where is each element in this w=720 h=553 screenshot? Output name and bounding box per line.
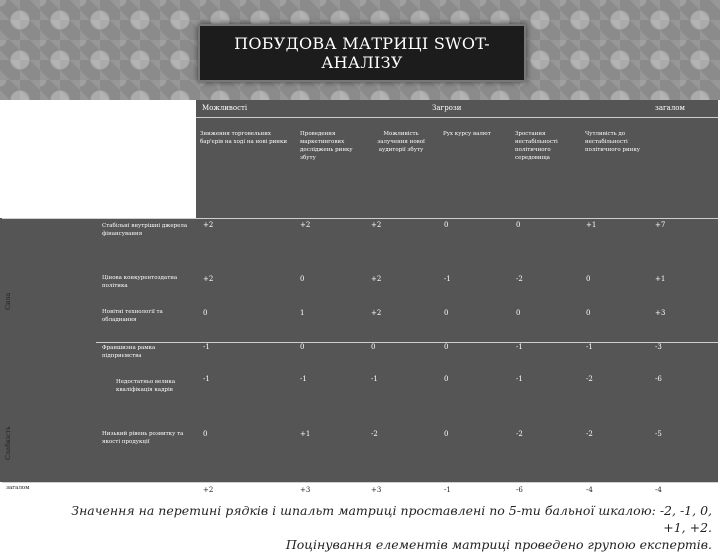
row-label: Цінова конкурентоздатна політика (102, 275, 178, 289)
matrix-cell: 0 (444, 309, 449, 317)
matrix-cell: 0 (300, 343, 305, 351)
totals-label: загалом (6, 485, 30, 491)
matrix-cell: 0 (300, 275, 305, 283)
column-header: Чутливість до нестабільності політичного ринку (585, 131, 641, 153)
matrix-table (196, 100, 718, 482)
caption (70, 502, 712, 553)
row-label: Недостатньо велика кваліфікація кадрів (116, 379, 176, 393)
matrix-cell: 0 (586, 275, 591, 283)
column-header: Рух курсу валют (443, 131, 491, 137)
corner-cell (2, 101, 194, 218)
matrix-cell: -2 (516, 275, 523, 283)
page-title: ПОБУДОВА МАТРИЦІ SWOT-АНАЛІЗУ (198, 24, 526, 82)
matrix-cell: -2 (586, 430, 593, 438)
matrix-cell: +2 (371, 221, 382, 229)
row-label: Франшизна рамка підприємства (102, 345, 156, 359)
matrix-cell: -2 (371, 430, 378, 438)
column-header: Можливість залучення нової аудиторії збуту (377, 131, 425, 153)
matrix-cell: -1 (300, 375, 307, 383)
matrix-cell: -2 (586, 375, 593, 383)
matrix-cell: -1 (586, 343, 593, 351)
matrix-cell-total: -3 (655, 343, 662, 351)
group-threats: Загрози (432, 104, 462, 112)
matrix-cell: 0 (444, 375, 449, 383)
strength-weakness-divider (96, 342, 718, 343)
total-cell: -1 (444, 486, 451, 494)
matrix-cell: -1 (371, 375, 378, 383)
row-label: Новітні технології та обладнання (102, 309, 163, 323)
group-opportunities: Можливості (202, 104, 248, 112)
matrix-cell-total: +1 (655, 275, 666, 283)
matrix-cell: 0 (444, 221, 449, 229)
matrix-cell-total: +3 (655, 309, 666, 317)
matrix-cell: -1 (203, 343, 210, 351)
header-divider (196, 117, 718, 118)
matrix-cell-total: +7 (655, 221, 666, 229)
matrix-cell: 1 (300, 309, 305, 317)
matrix-cell: -1 (516, 343, 523, 351)
matrix-cell: 0 (371, 343, 376, 351)
table-bottom-line (2, 482, 718, 483)
total-cell: -6 (516, 486, 523, 494)
total-cell: -4 (655, 486, 662, 494)
matrix-cell-total: -5 (655, 430, 662, 438)
matrix-cell: +2 (300, 221, 311, 229)
total-cell: +2 (203, 486, 214, 494)
matrix-cell: +2 (203, 221, 214, 229)
row-label: Стабільні внутрішні джерела фінансування (102, 223, 188, 237)
matrix-cell: -1 (516, 375, 523, 383)
row-label: Низький рівень розвитку та якості продукції (102, 431, 184, 445)
side-label-weaknesses: Слабкість (4, 426, 12, 460)
matrix-cell: +1 (586, 221, 597, 229)
matrix-cell: -2 (516, 430, 523, 438)
matrix-cell: +2 (203, 275, 214, 283)
matrix-cell: 0 (203, 309, 208, 317)
matrix-cell: +1 (300, 430, 311, 438)
column-header: Проведення маркетингових досліджень ринку збуту (300, 131, 353, 161)
matrix-cell: 0 (586, 309, 591, 317)
group-total: загалом (655, 104, 685, 112)
caption-line-1: Значення на перетині рядків і шпальт матриці проставлені по 5-ти бальної шкалою: -2, -1, 0, +1, +2. (71, 503, 712, 535)
caption-line-2: Поцінування елементів матриці проведено групою експертів. (285, 537, 712, 552)
matrix-cell: -1 (203, 375, 210, 383)
matrix-cell: +2 (371, 309, 382, 317)
matrix-cell: 0 (203, 430, 208, 438)
total-cell: -4 (586, 486, 593, 494)
side-label-strengths: Сила (4, 292, 12, 310)
column-header: Зростання нестабільності політичного середовища (515, 131, 558, 161)
header-bottom-line (2, 218, 718, 219)
matrix-cell: 0 (444, 430, 449, 438)
total-cell: +3 (300, 486, 311, 494)
matrix-cell: 0 (516, 221, 521, 229)
column-header: Зниження торговельних бар'єрів на ході на нові ринки (200, 131, 288, 145)
matrix-cell-total: -6 (655, 375, 662, 383)
matrix-cell: -1 (444, 275, 451, 283)
matrix-cell: +2 (371, 275, 382, 283)
matrix-cell: 0 (516, 309, 521, 317)
total-cell: +3 (371, 486, 382, 494)
matrix-cell: 0 (444, 343, 449, 351)
